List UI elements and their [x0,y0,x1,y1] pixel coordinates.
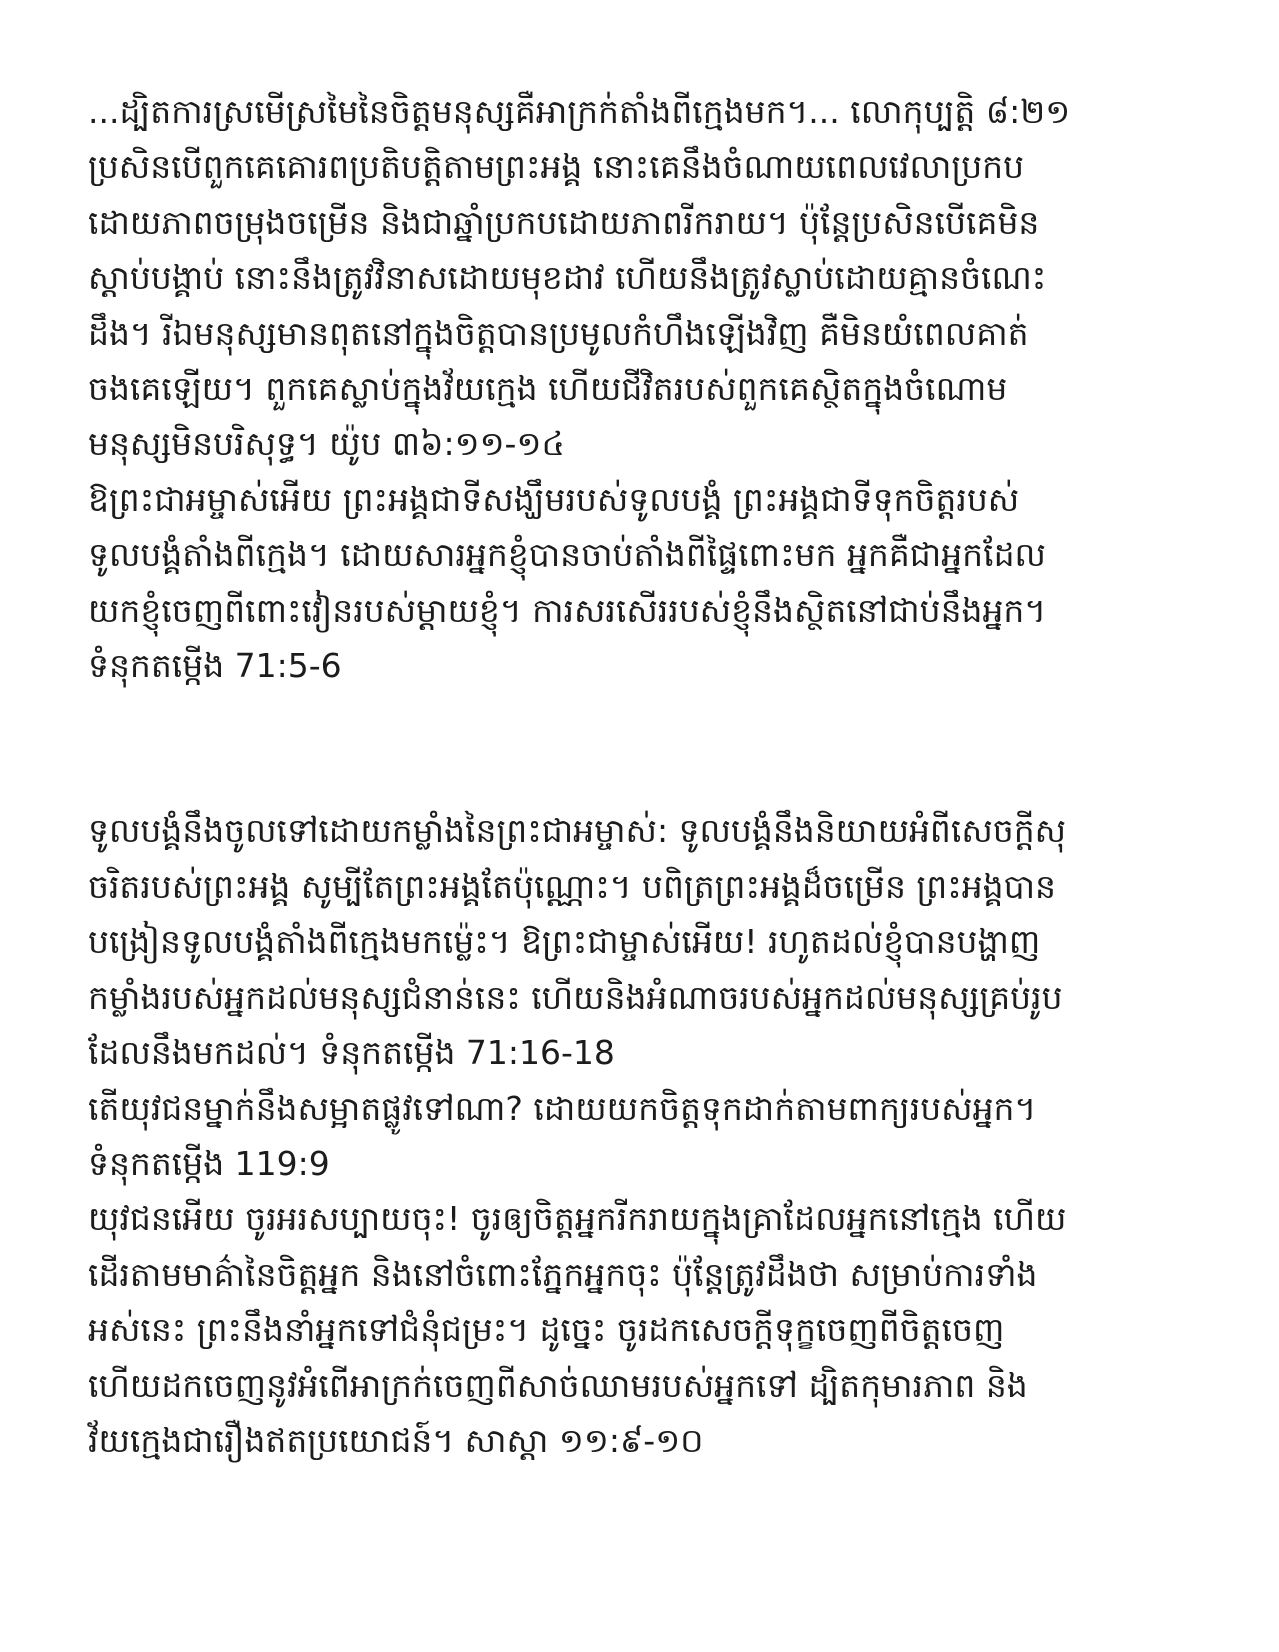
text-line: ទូលបង្គំតាំងពីក្មេង។ ដោយសារអ្នកខ្ញុំបានចាប់តាំងពីផ្ទៃពោះមក អ្នកគឺជាអ្នកដែល [88,535,1046,575]
text-line: ទំនុកតម្កើង 119:9 [88,1143,330,1183]
text-line: ចរិតរបស់ព្រះអង្គ សូម្បីតែព្រះអង្គតែប៉ុណ្ណោះ។ បពិត្រព្រះអង្គដ៏ចម្រើន ព្រះអង្គបាន [88,866,1056,906]
text-line: កម្លាំងរបស់អ្នកដល់មនុស្សជំនាន់នេះ ហើយនិងអំណាចរបស់អ្នកដល់មនុស្សគ្រប់រូប [88,977,1063,1017]
text-line: ចងគេឡើយ។ ពួកគេស្លាប់ក្នុងវ័យក្មេង ហើយជីវិតរបស់ពួកគេស្ថិតក្នុងចំណោម [88,369,1008,409]
text-line: ទំនុកតម្កើង 71:5-6 [88,646,342,686]
text-line: ឱព្រះជាអម្ចាស់អើយ ព្រះអង្គជាទីសង្ឃឹមរបស់ទូលបង្គំ ព្រះអង្គជាទីទុកចិត្តរបស់ [88,479,1020,519]
text-line: មនុស្សមិនបរិសុទ្ធ។ យ៉ូប ៣៦:១១-១៤ [88,424,565,464]
text-line: ទូលបង្គំនឹងចូលទៅដោយកម្លាំងនៃព្រះជាអម្ចាស់: ទូលបង្គំនឹងនិយាយអំពីសេចក្ដីសុ [88,811,1067,851]
text-block-1 [88,84,1198,693]
text-line: វ័យក្មេងជារឿងឥតប្រយោជន៍។ សាស្ដា ១១:៩-១០ [88,1420,704,1460]
text-line: ដែលនឹងមកដល់។ ទំនុកតម្កើង 71:16-18 [88,1033,615,1073]
text-line: ដឹង។ រីឯមនុស្សមានពុតនៅក្នុងចិត្តបានប្រមូលកំហឹងឡើងវិញ គឺមិនយំពេលគាត់ [88,313,1029,353]
text-line: បង្រៀនទូលបង្គំតាំងពីក្មេងមកម្ល៉េះ។ ឱព្រះជាម្ចាស់អើយ! រហូតដល់ខ្ញុំបានបង្ហាញ [88,922,1041,962]
text-line: ប្រសិនបើពួកគេគោរពប្រតិបត្តិតាមព្រះអង្គ នោះគេនឹងចំណាយពេលវេលាប្រកប [88,147,1025,187]
text-line: ដោយភាពចម្រុងចម្រើន និងជាឆ្នាំប្រកបដោយភាពរីករាយ។ ប៉ុន្តែប្រសិនបើគេមិន [88,202,1040,242]
text-line: ...ដ្បិតការស្រមើស្រមៃនៃចិត្តមនុស្សគឺអាក្រក់តាំងពីក្មេងមក។... លោកុប្បត្តិ ៨:២១ [88,92,1071,131]
text-line: យកខ្ញុំចេញពីពោះវៀនរបស់ម្ដាយខ្ញុំ។ ការសរសើររបស់ខ្ញុំនឹងស្ថិតនៅជាប់នឹងអ្នក។ [88,590,1047,630]
text-line: ស្ដាប់បង្គាប់ នោះនឹងត្រូវវិនាសដោយមុខដាវ ហើយនឹងត្រូវស្លាប់ដោយគ្មានចំណេះ [88,258,1047,298]
text-line: តើយុវជនម្នាក់នឹងសម្អាតផ្លូវទៅណា? ដោយយកចិត្តទុកដាក់តាមពាក្យរបស់អ្នក។ [88,1088,1037,1128]
scripture-text [88,84,1198,1468]
text-line: ហើយដកចេញនូវអំពើអាក្រក់ចេញពីសាច់ឈាមរបស់អ្នកទៅ ដ្បិតកុមារភាព និង [88,1365,1028,1405]
text-line: អស់នេះ ព្រះនឹងនាំអ្នកទៅជំនុំជម្រះ។ ដូច្នេះ ចូរដកសេចក្ដីទុក្ខចេញពីចិត្តចេញ [88,1310,1005,1350]
text-line: យុវជនអើយ ចូរអរសប្បាយចុះ! ចូរឲ្យចិត្តអ្នករីករាយក្នុងគ្រាដែលអ្នកនៅក្មេង ហើយ [88,1199,1067,1239]
paragraph-gap [88,693,1198,803]
text-line: ដើរតាមមាគ៌ានៃចិត្តអ្នក និងនៅចំពោះភ្នែកអ្នកចុះ ប៉ុន្តែត្រូវដឹងថា សម្រាប់ការទាំង [88,1254,1038,1294]
text-block-2 [88,803,1198,1468]
